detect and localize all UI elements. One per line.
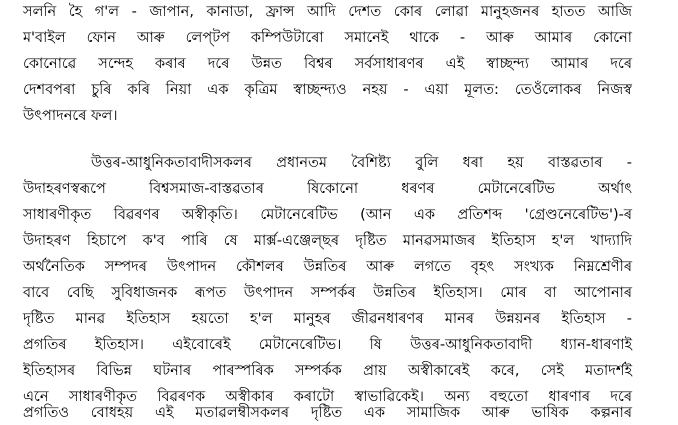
text-line: সাধাৰণীকৃত বিৱৰণৰ অস্বীকৃতি। মেটানেৰেটিভ (আন এক প্ৰতিশব্দ 'গ্ৰেণ্ডনেৰেটিভ')-ৰ — [23, 207, 632, 223]
text-line: উত্তৰ-আধুনিকতাবাদীসকলৰ প্ৰধানতম বৈশিষ্ট্য বুলি ধৰা হয় বাস্তৱতাৰ - — [91, 155, 632, 171]
text-line: উদাহৰণ হিচাপে ক'ব পাৰি ষে মাৰ্ক্স-এঞ্জেল্‌ছৰ দৃষ্টিত মানৱসমাজৰ ইতিহাস হ'ল খাদ্যাদি — [23, 233, 632, 249]
text-line: প্ৰগতিও বোধহয় এই মতাৱলম্বীসকলৰ দৃষ্টিত এক সামাজিক আৰু ভাষিক কল্পনাৰ — [23, 405, 632, 421]
text-line: সলনি হৈ গ'ল - জাপান, কানাডা, ফ্রান্স আদি দেশত কোৰ লোৱা মানুহজনৰ হাতত আজি — [23, 4, 632, 20]
text-line: উদাহৰণস্বৰূপে বিশ্বসমাজ-বাস্তৱতাৰ ষিকোনো ধৰণৰ মেটানেৰেটিভ অৰ্থাৎ — [23, 181, 632, 197]
text-line: এনে সাধাৰণীকৃত বিৱৰণক অস্বীকাৰ কৰাটো স্বাভাৱিকেই। অন্য বহুতো ধাৰণাৰ দৰে — [23, 389, 633, 405]
text-line: উৎপাদনৰে ফল। — [23, 108, 118, 124]
text-line: দৃষ্টিত মানৱ ইতিহাস হয়তো হ'ল মানুহৰ জীৱনধাৰণৰ মানৰ উন্নয়নৰ ইতিহাস - — [23, 311, 632, 327]
text-line: অৰ্থনৈতিক সম্পদৰ উৎপাদন কৌশলৰ উন্নতিৰ আৰু লগতে বৃহৎ সংখ্যক নিম্নশ্ৰেণীৰ — [23, 259, 632, 275]
text-line: ম'বাইল ফোন আৰু লেপ্‌টপ কম্পিউটাৰো সমানেই থাকে - আৰু আমাৰ কোনো — [23, 30, 632, 46]
text-line: বাবে বেছি সুবিধাজনক ৰূপত উৎপাদন সম্পৰ্কৰ উন্নতিৰ ইতিহাস। মোৰ বা আপোনাৰ — [23, 285, 632, 301]
text-line: ইতিহাসৰ বিভিন্ন ঘটনাৰ পাৰস্পৰিক সম্পৰ্কক প্ৰায় অস্বীকাৰেই কৰে, সেই মতাদৰ্শই — [23, 363, 632, 379]
text-line: প্ৰগতিৰ ইতিহাস। এইবোৰেই মেটানেৰেটিভ। ষি উত্তৰ-আধুনিকতাবাদী ধ্যান-ধাৰণাই — [23, 337, 632, 353]
text-line: কোনোৱে সন্দেহ কৰাৰ দৰে উন্নত বিশ্বৰ সৰ্বসাধাৰণৰ এই স্বাচ্ছন্দ্য আমাৰ দৰে — [23, 56, 632, 72]
text-line: দেশবপৰা চুৰি কৰি নিয়া এক কৃত্রিম স্বাচ্ছন্দ্যও নহয় - এয়া মূলত: তেওঁলোকৰ নিজস্ব — [23, 82, 632, 98]
